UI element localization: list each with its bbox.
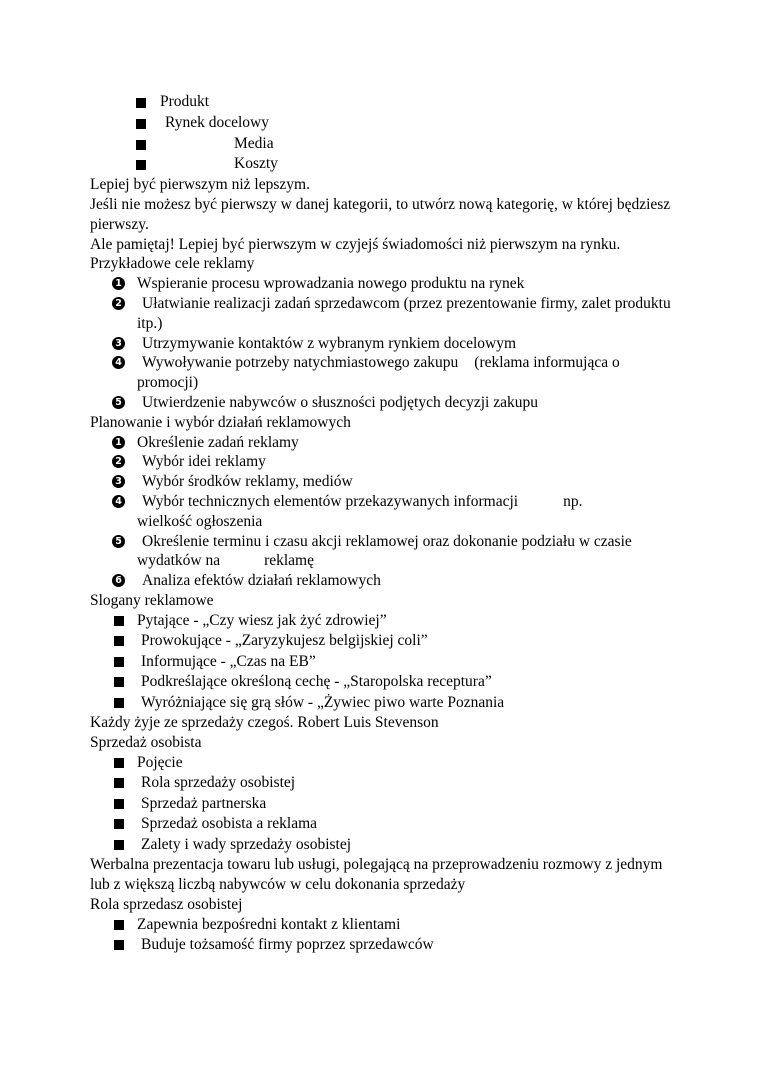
list-item: Pytające - „Czy wiesz jak żyć zdrowiej” — [90, 611, 680, 632]
list-item: Rola sprzedaży osobistej — [90, 773, 680, 794]
square-bullet-icon — [114, 616, 124, 626]
list-item: Prowokujące - „Zaryzykujesz belgijskiej coli” — [90, 631, 680, 652]
paragraph: Lepiej być pierwszym niż lepszym. — [90, 176, 310, 194]
list-item: Zapewnia bezpośredni kontakt z klientami — [90, 915, 680, 936]
list-item: Koszty — [90, 154, 680, 175]
square-bullet-icon — [136, 160, 146, 170]
square-bullet-icon — [114, 677, 124, 687]
square-bullet-icon — [114, 698, 124, 708]
list-item: 3 Wybór środków reklamy, mediów — [90, 472, 680, 492]
section-heading: Slogany reklamowe — [90, 591, 214, 609]
paragraph: Ale pamiętaj! Lepiej być pierwszym w czyjejś świadomości niż pierwszym na rynku. — [90, 235, 621, 253]
square-bullet-icon — [114, 840, 124, 850]
role-list — [90, 915, 680, 956]
number-bullet-icon: 3 — [112, 337, 125, 350]
list-item: 2 Wybór idei reklamy — [90, 452, 680, 472]
list-item: 5 Określenie terminu i czasu akcji reklamowej oraz dokonanie podziału w czasie wydatków na reklamę — [90, 532, 680, 572]
square-bullet-icon — [114, 758, 124, 768]
list-item: 1 Wspieranie procesu wprowadzania nowego produktu na rynek — [90, 274, 680, 294]
paragraph: Jeśli nie możesz być pierwszy w danej kategorii, to utwórz nową kategorię, w której będziesz pierwszy. — [90, 195, 671, 233]
number-bullet-icon: 1 — [112, 436, 125, 449]
document-body — [90, 92, 680, 956]
list-item: 1 Określenie zadań reklamy — [90, 433, 680, 453]
number-bullet-icon: 4 — [112, 356, 125, 369]
planning-list — [90, 433, 680, 591]
square-bullet-icon — [136, 119, 146, 129]
square-bullet-icon — [114, 920, 124, 930]
square-bullet-icon — [114, 657, 124, 667]
list-item: Media — [90, 134, 680, 155]
paragraph: Werbalna prezentacja towaru lub usługi, polegającą na przeprowadzeniu rozmowy z jednym lub z większą liczbą nabywców w celu dokonania sprzedaży — [90, 856, 663, 894]
section-heading: Planowanie i wybór działań reklamowych — [90, 413, 351, 431]
personal-selling-list — [90, 753, 680, 856]
number-bullet-icon: 5 — [112, 396, 125, 409]
list-item: Zalety i wady sprzedaży osobistej — [90, 835, 680, 856]
square-bullet-icon — [114, 778, 124, 788]
list-item: 4 Wybór technicznych elementów przekazywanych informacji np. wielkość ogłoszenia — [90, 492, 680, 532]
number-bullet-icon: 2 — [112, 455, 125, 468]
list-item: 5 Utwierdzenie nabywców o słuszności podjętych decyzji zakupu — [90, 393, 680, 413]
list-item: Produkt — [90, 92, 680, 113]
square-bullet-icon — [114, 940, 124, 950]
goals-list — [90, 274, 680, 413]
list-item: 3 Utrzymywanie kontaktów z wybranym rynkiem docelowym — [90, 334, 680, 354]
number-bullet-icon: 2 — [112, 297, 125, 310]
quote: Każdy żyje ze sprzedaży czegoś. Robert Luis Stevenson — [90, 714, 439, 732]
list-item: Informujące - „Czas na EB” — [90, 652, 680, 673]
section-heading: Sprzedaż osobista — [90, 734, 202, 752]
square-bullet-icon — [114, 799, 124, 809]
number-bullet-icon: 1 — [112, 277, 125, 290]
list-item: 4 Wywoływanie potrzeby natychmiastowego zakupu (reklama informująca o promocji) — [90, 353, 680, 393]
section-heading: Przykładowe cele reklamy — [90, 255, 255, 273]
list-item: Buduje tożsamość firmy poprzez sprzedawców — [90, 935, 680, 956]
square-bullet-icon — [136, 140, 146, 150]
section-heading: Rola sprzedasz osobistej — [90, 895, 243, 913]
square-bullet-icon — [136, 98, 146, 108]
slogans-list — [90, 611, 680, 714]
square-bullet-icon — [114, 819, 124, 829]
list-item: Podkreślające określoną cechę - „Staropolska receptura” — [90, 672, 680, 693]
number-bullet-icon: 3 — [112, 475, 125, 488]
list-item: Sprzedaż osobista a reklama — [90, 814, 680, 835]
number-bullet-icon: 4 — [112, 495, 125, 508]
list-item: 2 Ułatwianie realizacji zadań sprzedawcom (przez prezentowanie firmy, zalet produktu itp.) — [90, 294, 680, 334]
list-item: Sprzedaż partnerska — [90, 794, 680, 815]
list-item: 6 Analiza efektów działań reklamowych — [90, 571, 680, 591]
number-bullet-icon: 6 — [112, 574, 125, 587]
list-item: Rynek docelowy — [90, 113, 680, 134]
list-item: Wyróżniające się grą słów - „Żywiec piwo warte Poznania — [90, 693, 680, 714]
topic-list — [90, 92, 680, 175]
number-bullet-icon: 5 — [112, 535, 125, 548]
square-bullet-icon — [114, 636, 124, 646]
list-item: Pojęcie — [90, 753, 680, 774]
